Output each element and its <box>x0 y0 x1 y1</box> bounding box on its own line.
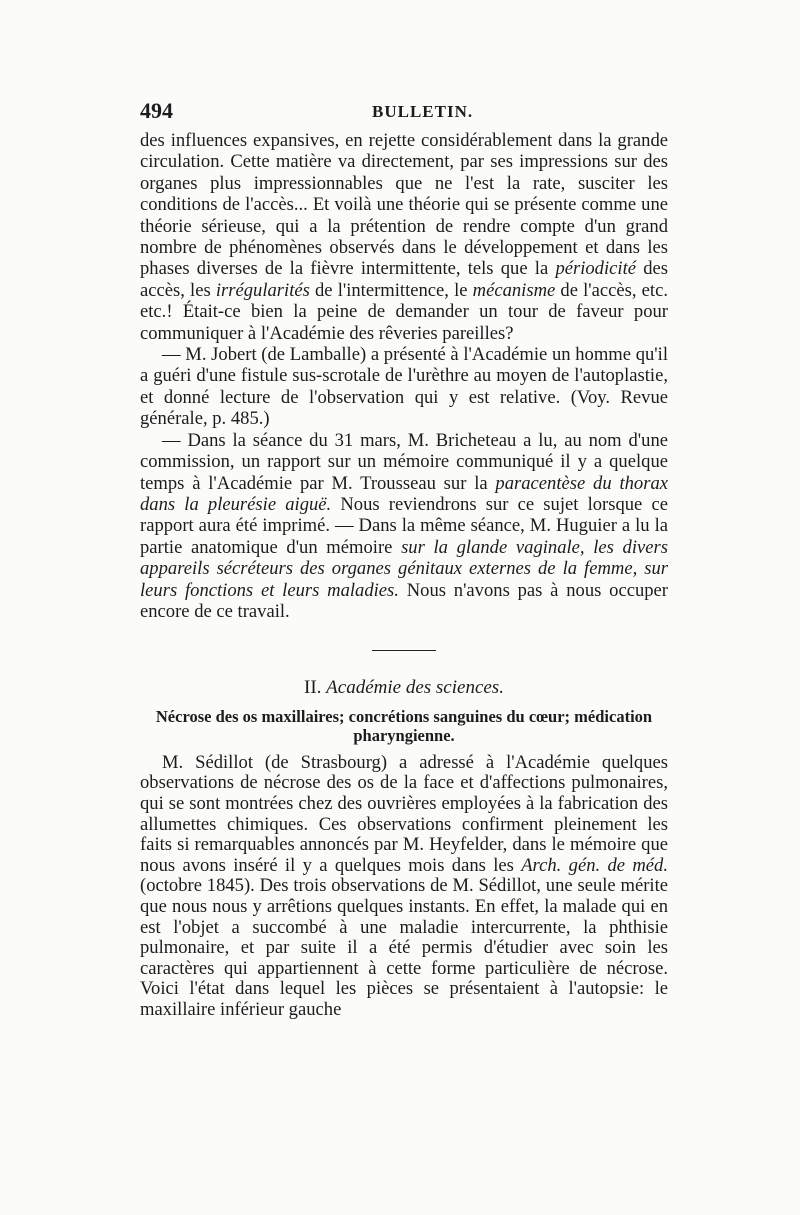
para1-text-3: de l'intermittence, le <box>309 279 473 301</box>
body-text <box>140 130 668 1020</box>
para2-text: — M. Jobert (de Lamballe) a présenté à l'Académie un homme qu'il a guéri d'une fistule sus-scrotale de l'urèthre au moyen de l'autoplastie, et donné lecture de l'observation qui y est relative. (Voy. Revue générale, p. 485.) <box>140 344 668 430</box>
para1-italic-irregularites: irrégularités <box>215 279 310 301</box>
para4-text-2: (octobre 1845). Des trois observations de M. Sédillot, une seule mérite que nous nous y arrêtions quelques instants. En effet, la malade qui en est l'objet a succombé à une maladie intercurrente, la phthisie pulmonaire, et par suite il a été permis d'étudier avec soin les caractères qui appartiennent à cette forme particulière de nécrose. Voici l'état dans lequel les pièces se présentaient à l'autopsie: le maxillaire inférieur gauche <box>140 875 668 1020</box>
section-divider <box>372 650 436 651</box>
para1-italic-mecanisme: mécanisme <box>472 279 556 301</box>
paragraph-theory <box>140 130 668 344</box>
paragraph-sedillot <box>140 753 668 1021</box>
para3-text-3: Nous n'avons pas à nous occuper encore de ce travail. <box>140 579 668 622</box>
para1-text-2: des accès, les <box>140 258 668 301</box>
section-subtitle: Nécrose des os maxillaires; concrétions sanguines du cœur; médication pharyngienne. <box>155 706 653 745</box>
paragraph-bricheteau <box>140 430 668 623</box>
page-number: 494 <box>140 98 173 123</box>
para3-text: — Dans la séance du 31 mars, M. Bricheteau a lu, au nom d'une commission, un rapport sur un mémoire communiqué il y a quelque temps à l'Académie par M. Trousseau sur la <box>140 429 668 494</box>
para4-italic-arch: Arch. gén. de méd. <box>521 854 669 876</box>
para4-text: M. Sédillot (de Strasbourg) a adressé à l'Académie quelques observations de nécrose des os de la face et d'affections pulmonaires, qui se sont montrées chez des ouvrières employées à la fabrication des allumettes chimiques. Ces observations confirment pleinement les faits si remarquables annoncés par M. Heyfelder, dans le mémoire que nous avons inséré il y a quelques mois dans les <box>140 751 668 876</box>
section-title: Académie des sciences. <box>326 677 504 699</box>
para1-text-4: de l'accès, etc. etc.! Était-ce bien la peine de demander un tour de faveur pour communiquer à l'Académie des rêveries pareilles? <box>140 279 668 344</box>
section-heading <box>140 677 668 698</box>
paragraph-jobert <box>140 344 668 430</box>
para3-italic-paracentese: paracentèse du thorax dans la pleurésie aiguë. <box>140 472 668 515</box>
para1-text: des influences expansives, en rejette considérablement dans la grande circulation. Cette matière va directement, par ses impressions sur des organes plus impressionnables que ne l'est la rate, susciter les conditions de l'accès... Et voilà une théorie qui se présente comme une théorie sérieuse, qui a la prétention de rendre compte d'un grand nombre de phénomènes observés dans le développement et dans les phases diverses de la fièvre intermittente, tels que la <box>140 130 668 280</box>
page-header <box>140 98 668 128</box>
running-head: BULLETIN. <box>372 102 474 121</box>
para3-italic-glande-vaginale: sur la glande vaginale, les divers appareils sécréteurs des organes génitaux externes de la femme, sur leurs fonctions et leurs maladies. <box>140 536 668 601</box>
para1-italic-periodicite: périodicité <box>555 258 636 280</box>
para3-text-2: Nous reviendrons sur ce sujet lorsque ce rapport aura été imprimé. — Dans la même séance, M. Huguier a lu la partie anatomique d'un mémoire <box>140 493 668 558</box>
section-number: II. <box>304 677 322 699</box>
